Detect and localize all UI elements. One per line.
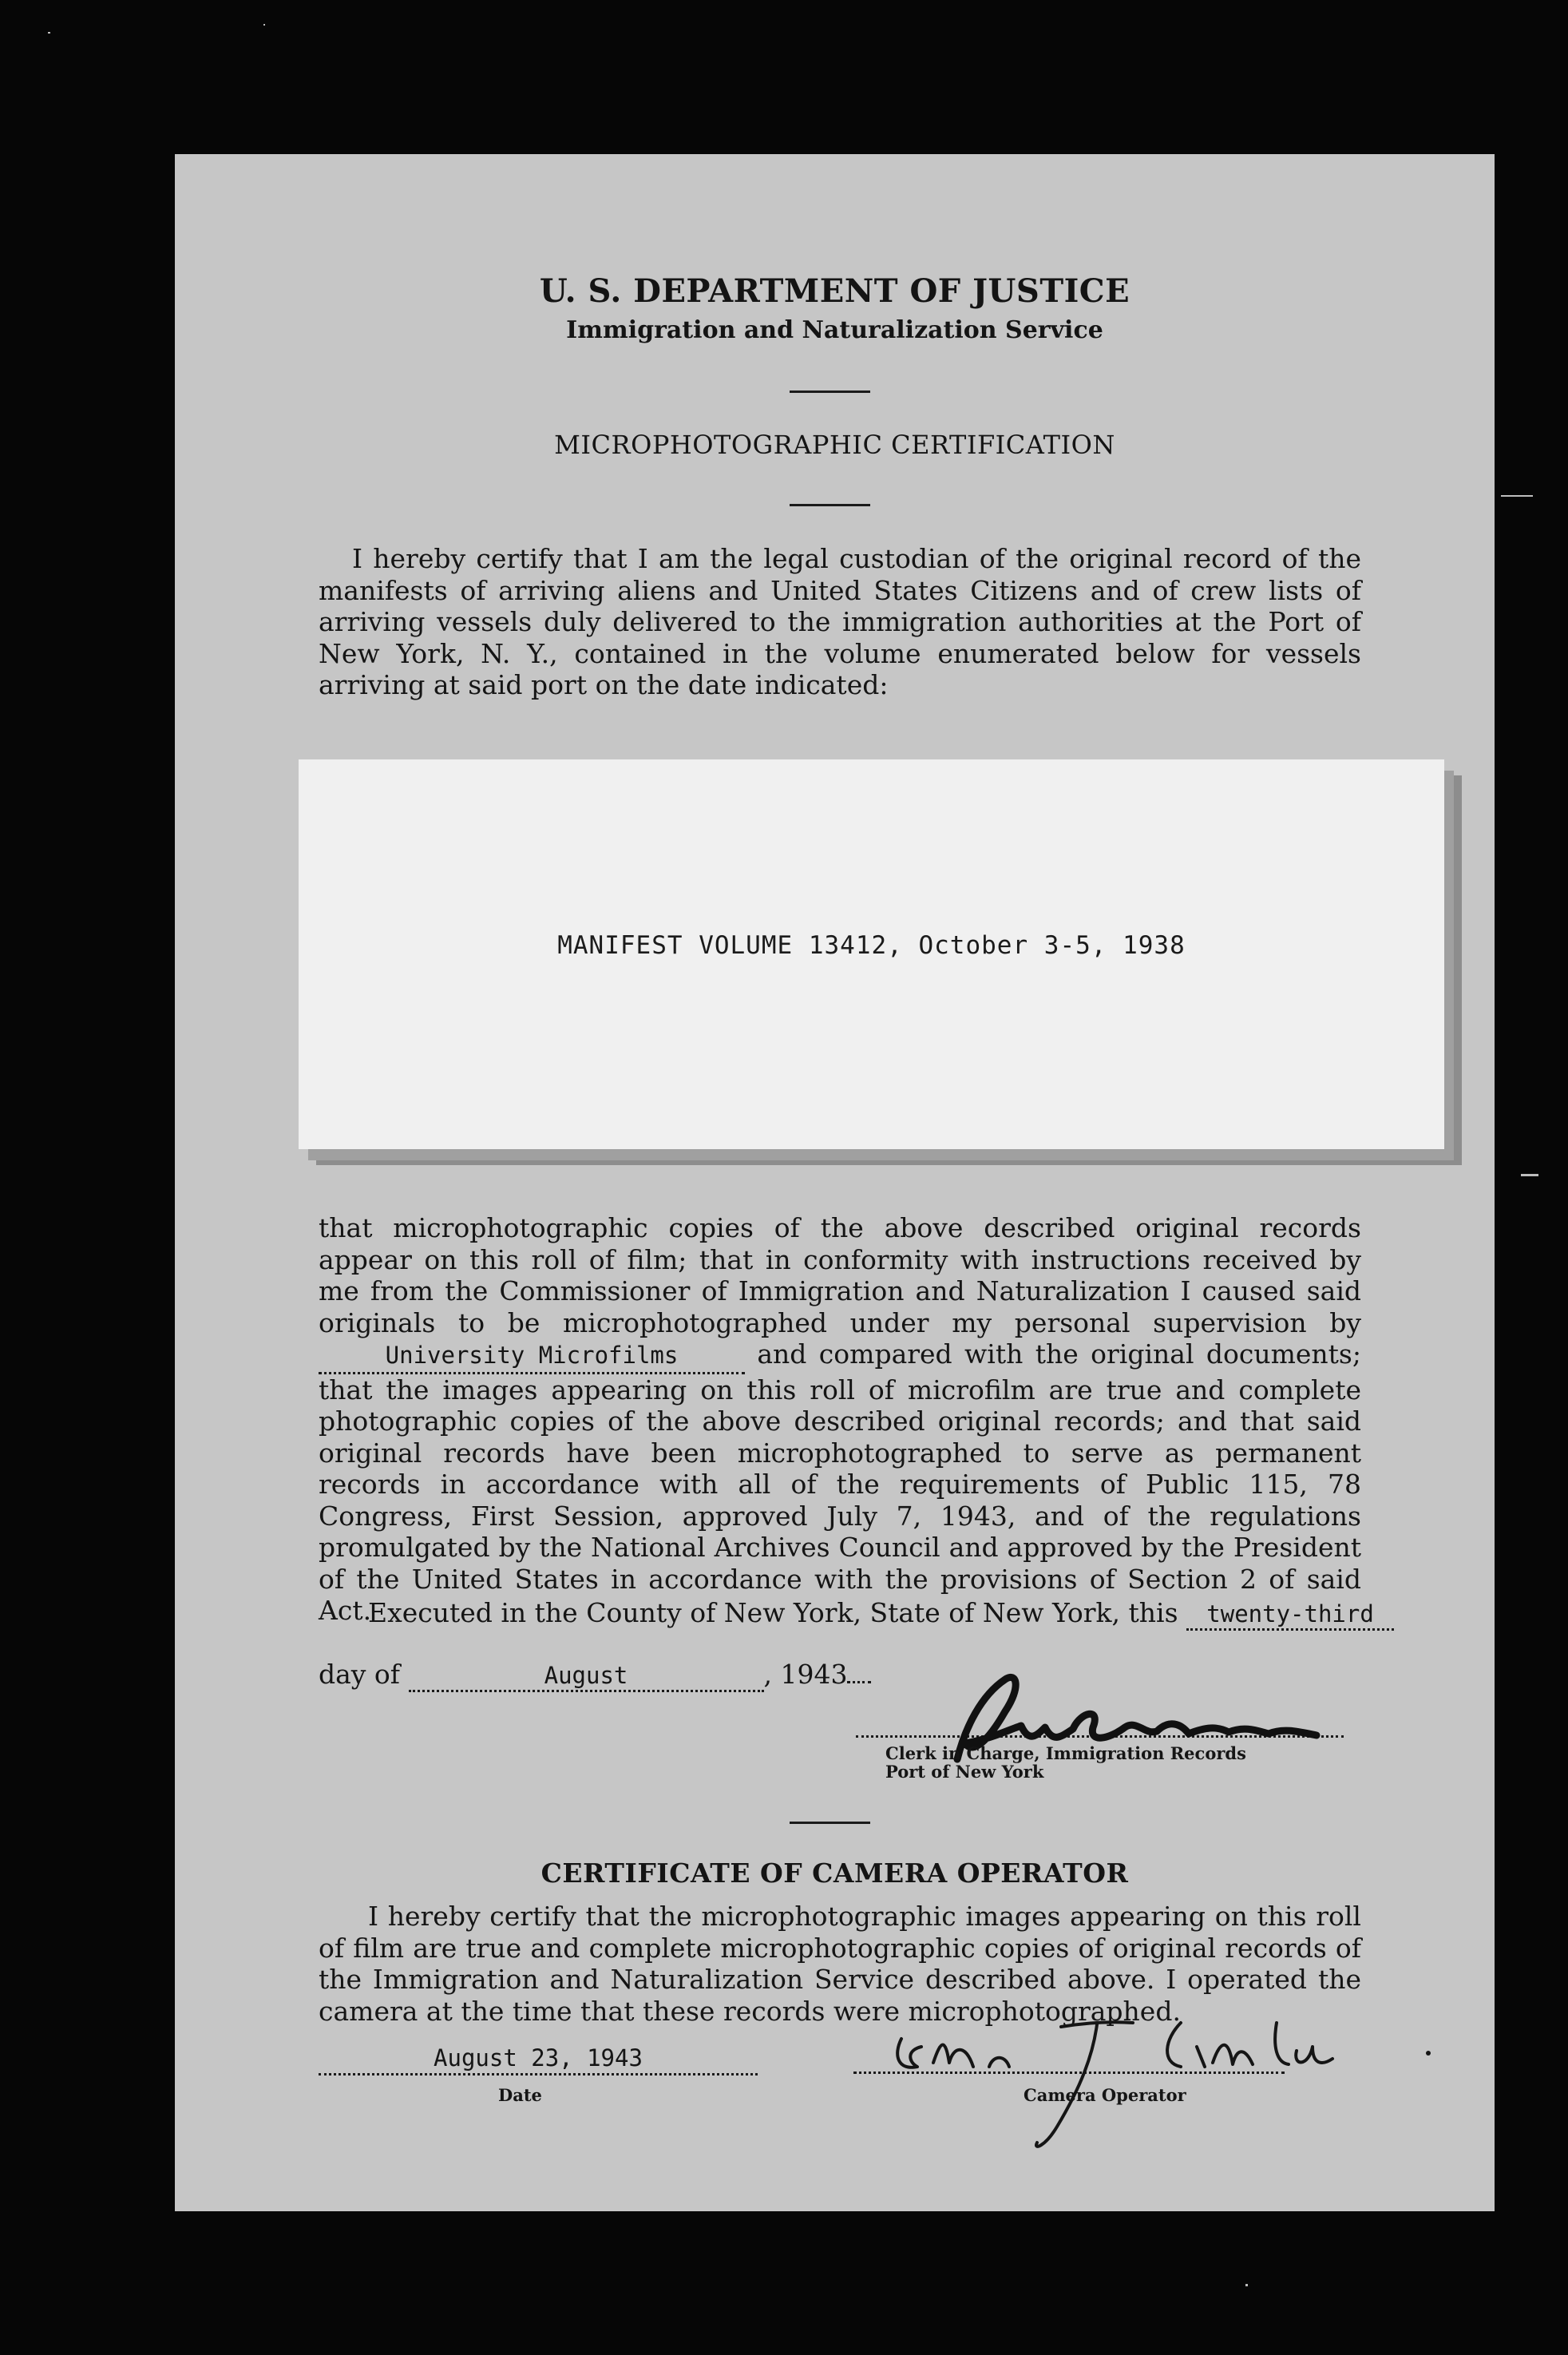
year-trailing-dots (847, 1681, 871, 1683)
executed-line (368, 1597, 1374, 1631)
certification-text-part1: that microphotographic copies of the above described original records appear on this roll of film; that in conformity with instructions received by me from the Commissioner of Immigration and Naturalization I caused said originals to be microphotographed under my personal supervision by (319, 1212, 1361, 1338)
intro-paragraph: I hereby certify that I am the legal custodian of the original record of the manifests of arriving aliens and United States Citizens and of crew lists of arriving vessels duly delivered to the immigration authorities at the Port of New York, N. Y., contained in the volume enumerated below for vessels arriving at said port on the date indicated: (319, 543, 1361, 700)
executed-lead-text: Executed in the County of New York, State of New York, this (368, 1597, 1178, 1628)
month-value: August (544, 1662, 628, 1689)
volume-card (299, 759, 1444, 1149)
certificate-page (175, 154, 1495, 2211)
form-title: MICROPHOTOGRAPHIC CERTIFICATION (554, 430, 1115, 460)
day-of-line (319, 1659, 871, 1692)
film-speck (1245, 2284, 1248, 2286)
header-divider (790, 391, 870, 393)
camera-paragraph: I hereby certify that the microphotographic images appearing on this roll of film are true and complete microphotographic copies of original records of the Immigration and Naturalization Service described above. I operated the camera at the time that these records were microphotographed. (319, 1901, 1361, 2027)
certification-text-part2: and compared with the original documents; that the images appearing on this roll of microfilm are true and complete photographic copies of the above described original records; and that said original records have been microphotographed to serve as permanent records in accordance with all of the requirements of Public 115, 78 Congress, First Session, approved July 7, 1943, and of the regulations promulgated by the National Archives Council and approved by the President of the United States in accordance with the provisions of Section 2 of said Act. (319, 1338, 1361, 1626)
day-of-label: day of (319, 1659, 401, 1690)
title-divider (790, 504, 870, 506)
clerk-title-line2: Port of New York (885, 1762, 1044, 1782)
signature-dot (1426, 2051, 1431, 2056)
clerk-title-line1: Clerk in Charge, Immigration Records (885, 1743, 1246, 1763)
film-speck (1501, 495, 1533, 497)
camera-date-value: August 23, 1943 (434, 2044, 643, 2072)
film-speck (1521, 1174, 1538, 1176)
camera-operator-signature (877, 1991, 1436, 2135)
service-subtitle: Immigration and Naturalization Service (566, 316, 1103, 344)
operator-company-value: University Microfilms (385, 1342, 679, 1369)
camera-date-field (319, 2044, 758, 2075)
film-speck (48, 32, 50, 34)
camera-section-title: CERTIFICATE OF CAMERA OPERATOR (540, 1857, 1129, 1889)
camera-date-label: Date (498, 2085, 542, 2105)
executed-day-field (1186, 1597, 1394, 1631)
year-text: , 1943 (763, 1659, 848, 1690)
department-title: U. S. DEPARTMENT OF JUSTICE (539, 272, 1130, 310)
volume-card-text: MANIFEST VOLUME 13412, October 3-5, 1938 (557, 931, 1186, 960)
certification-paragraph (319, 1212, 1361, 1627)
month-field (409, 1659, 764, 1692)
camera-operator-label: Camera Operator (1024, 2085, 1186, 2105)
executed-day-value: twenty-third (1206, 1600, 1374, 1627)
operator-company-field (319, 1338, 745, 1374)
film-speck (263, 24, 265, 26)
camera-section-divider (790, 1822, 870, 1824)
